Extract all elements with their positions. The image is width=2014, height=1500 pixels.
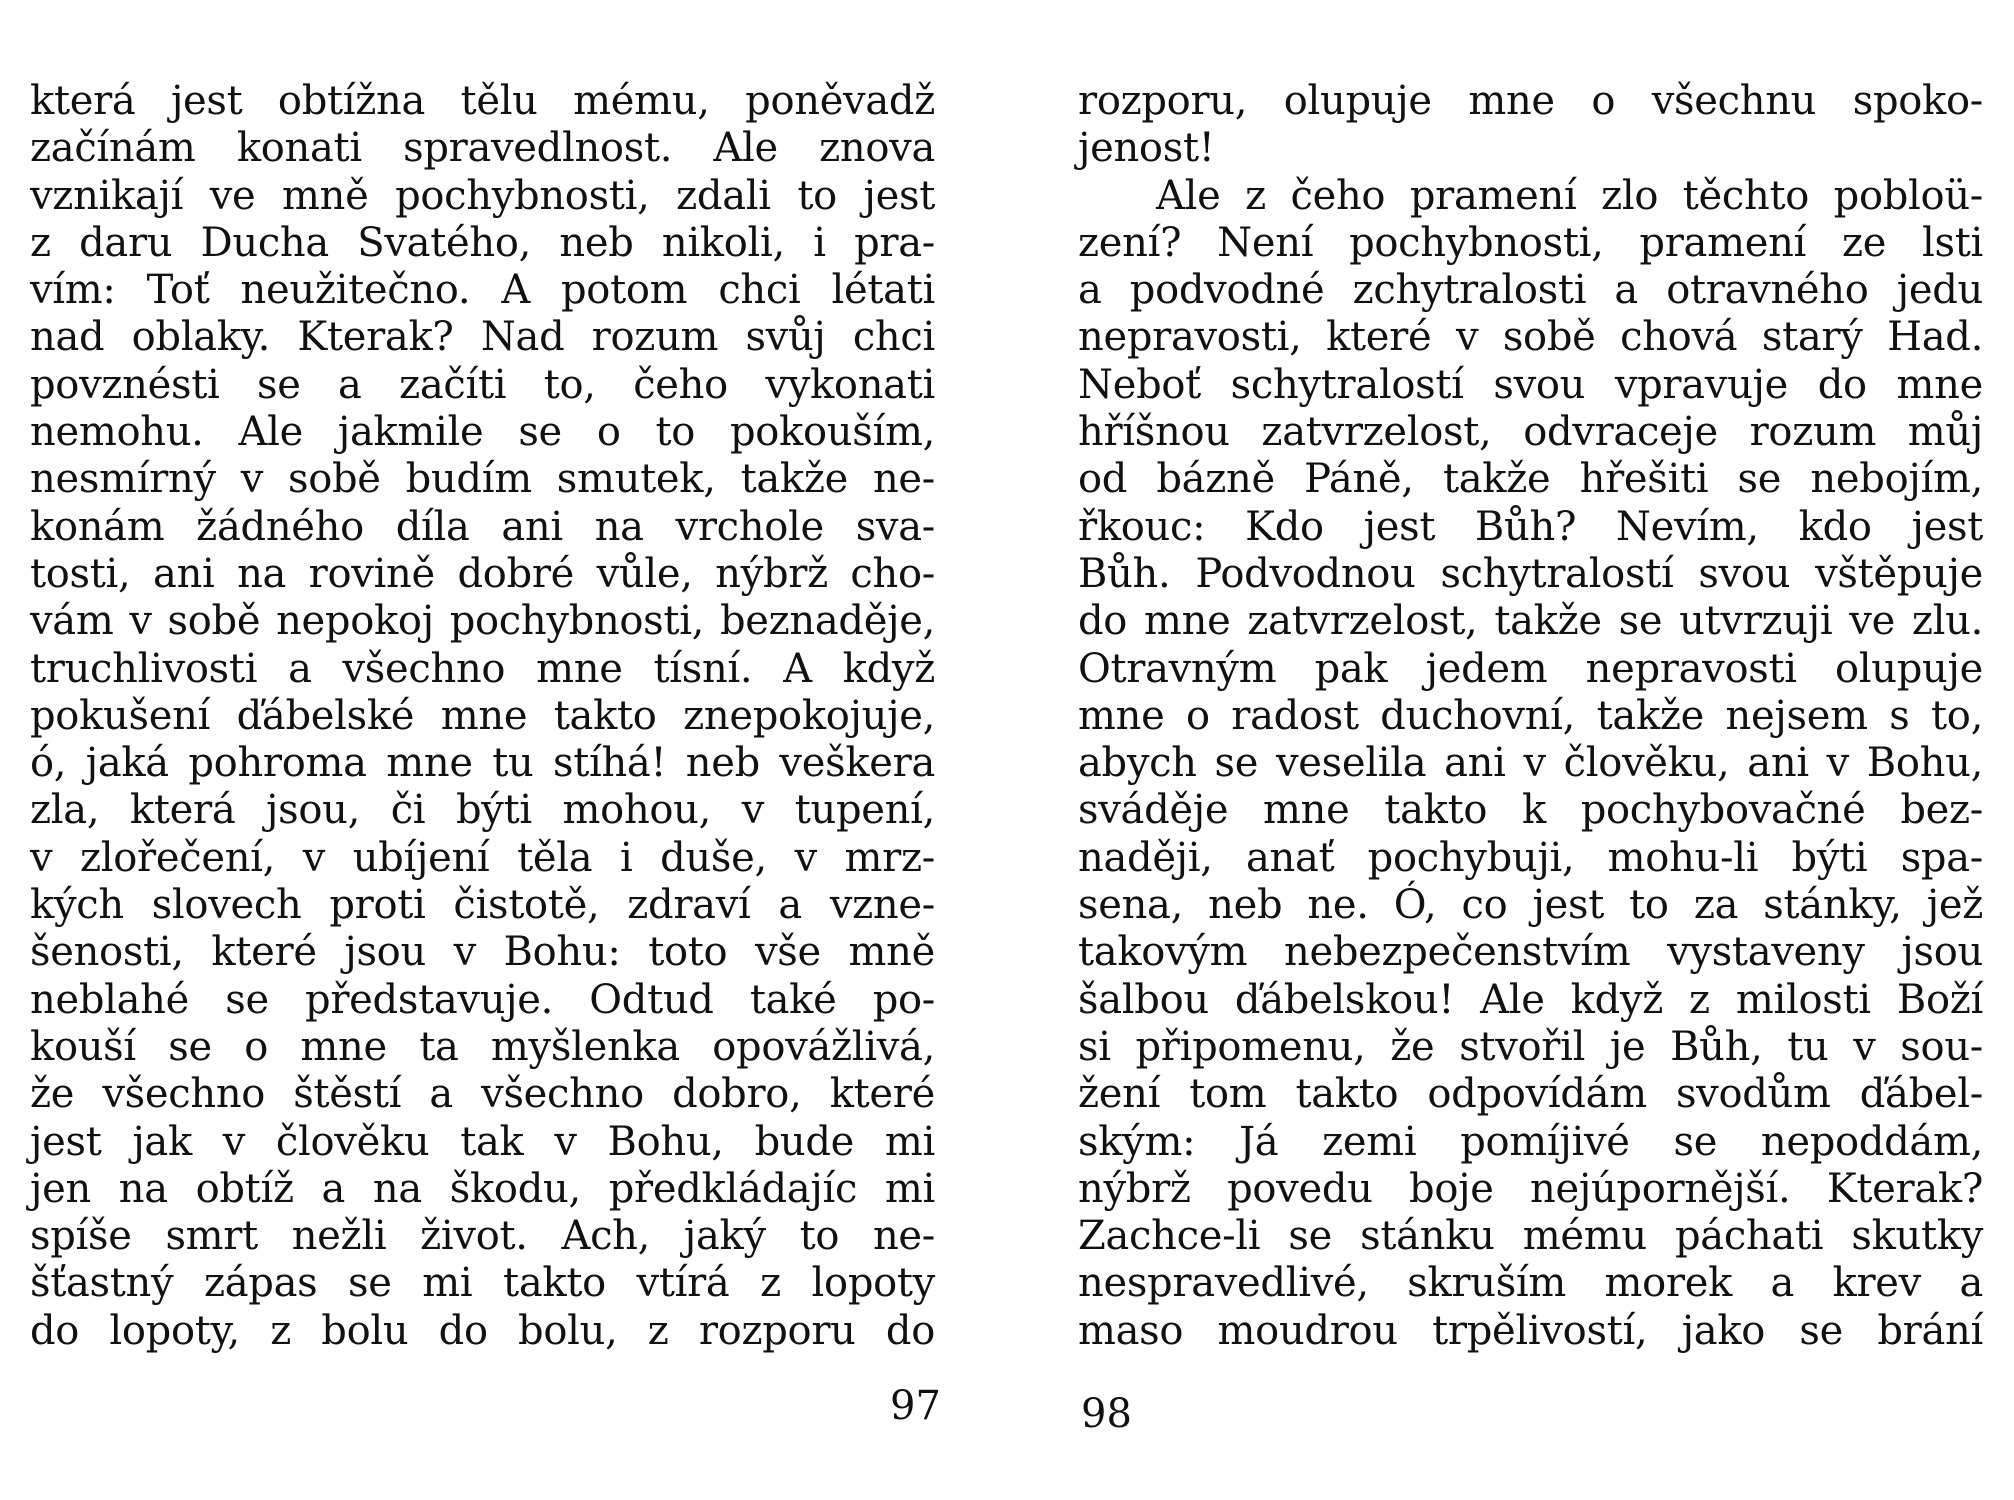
text-line: jen na obtíž a na škodu, předkládajíc mi bbox=[30, 1165, 935, 1212]
text-line: v zlořečení, v ubíjení těla i duše, v mrz- bbox=[30, 834, 935, 881]
text-line: zla, která jsou, či býti mohou, v tupení, bbox=[30, 787, 935, 834]
text-line: z daru Ducha Svatého, neb nikoli, i pra- bbox=[30, 219, 935, 266]
text-line: povznésti se a začíti to, čeho vykonati bbox=[30, 361, 935, 408]
text-line: řkouc: Kdo jest Bůh? Nevím, kdo jest bbox=[1078, 503, 1983, 550]
text-line: neblahé se představuje. Odtud také po- bbox=[30, 976, 935, 1023]
text-line: hříšnou zatvrzelost, odvraceje rozum můj bbox=[1078, 409, 1983, 456]
text-line: kých slovech proti čistotě, zdraví a vzne- bbox=[30, 882, 935, 929]
text-line: nemohu. Ale jakmile se o to pokouším, bbox=[30, 409, 935, 456]
text-line: a podvodné zchytralosti a otravného jedu bbox=[1078, 267, 1983, 314]
text-line: nepravosti, které v sobě chová starý Had. bbox=[1078, 314, 1983, 361]
text-line: jest jak v člověku tak v Bohu, bude mi bbox=[30, 1118, 935, 1165]
text-line: do mne zatvrzelost, takže se utvrzuji ve zlu. bbox=[1078, 598, 1983, 645]
text-line: Neboť schytralostí svou vpravuje do mne bbox=[1078, 361, 1983, 408]
page-number-right: 98 bbox=[1081, 1391, 1132, 1437]
text-line: vím: Toť neužitečno. A potom chci létati bbox=[30, 267, 935, 314]
paragraph-start-line: Ale z čeho pramení zlo těchto pobloü- bbox=[1156, 172, 1983, 219]
text-line: pokušení ďábelské mne takto znepokojuje, bbox=[30, 692, 935, 739]
text-line: ským: Já zemi pomíjivé se nepoddám, bbox=[1078, 1118, 1983, 1165]
text-line: do lopoty, z bolu do bolu, z rozporu do bbox=[30, 1307, 935, 1354]
text-line: naději, anať pochybuji, mohu-li býti spa- bbox=[1078, 834, 1983, 881]
text-line: rozporu, olupuje mne o všechnu spoko- bbox=[1078, 78, 1983, 124]
text-line: která jest obtížna tělu mému, poněvadž bbox=[30, 78, 935, 124]
text-line: od bázně Páně, takže hřešiti se nebojím, bbox=[1078, 456, 1983, 503]
text-line: spíše smrt nežli život. Ach, jaký to ne- bbox=[30, 1213, 935, 1260]
text-line: šenosti, které jsou v Bohu: toto vše mně bbox=[30, 929, 935, 976]
text-line: konám žádného díla ani na vrcholе sva- bbox=[30, 503, 935, 550]
text-line: abych se veselila ani v člověku, ani v Bohu, bbox=[1078, 740, 1983, 787]
text-line: ó, jaká pohroma mne tu stíhá! neb veškera bbox=[30, 740, 935, 787]
text-line: vznikají ve mně pochybnosti, zdali to jest bbox=[30, 172, 935, 219]
text-line: že všechno štěstí a všechno dobro, které bbox=[30, 1071, 935, 1118]
text-line: vám v sobě nepokoj pochybnosti, beznaděje, bbox=[30, 598, 935, 645]
text-line: nýbrž povedu boje nejúpornější. Kterak? bbox=[1078, 1165, 1983, 1212]
text-line: takovým nebezpečenstvím vystaveny jsou bbox=[1078, 929, 1983, 976]
text-line: sváděje mne takto k pochybovačné bez- bbox=[1078, 787, 1983, 834]
page-number-left: 97 bbox=[890, 1383, 941, 1429]
text-line: nad oblaky. Kterak? Nad rozum svůj chci bbox=[30, 314, 935, 361]
text-line: šťastný zápas se mi takto vtírá z lopoty bbox=[30, 1260, 935, 1307]
left-page bbox=[30, 78, 935, 1355]
text-line: kouší se o mne ta myšlenka opovážlivá, bbox=[30, 1023, 935, 1070]
text-line: začínám konati spravedlnost. Ale znova bbox=[30, 125, 935, 172]
text-line: mne o radost duchovní, takže nejsem s to, bbox=[1078, 692, 1983, 739]
text-line: nesmírný v sobě budím smutek, takže ne- bbox=[30, 456, 935, 503]
text-line: žení tom takto odpovídám svodům ďábel- bbox=[1078, 1071, 1983, 1118]
text-line: jenost! bbox=[1078, 125, 1215, 172]
text-line: Zachce-li se stánku mému páchati skutky bbox=[1078, 1213, 1983, 1260]
text-line: si připomenu, že stvořil je Bůh, tu v sou- bbox=[1078, 1023, 1983, 1070]
text-line: truchlivosti a všechno mne tísní. A když bbox=[30, 645, 935, 692]
text-line: Otravným pak jedem nepravosti olupuje bbox=[1078, 645, 1983, 692]
text-line: šalbou ďábelskou! Ale když z milosti Boží bbox=[1078, 976, 1983, 1023]
text-line: maso moudrou trpělivostí, jako se brání bbox=[1078, 1307, 1983, 1354]
text-line: sena, neb ne. Ó, co jest to za stánky, jež bbox=[1078, 882, 1983, 929]
right-page bbox=[1078, 78, 1983, 1355]
text-line: nespravedlivé, skruším morek a krev a bbox=[1078, 1260, 1983, 1307]
text-line: zení? Není pochybnosti, pramení ze lsti bbox=[1078, 219, 1983, 266]
text-line: Bůh. Podvodnou schytralostí svou vštěpuje bbox=[1078, 550, 1983, 597]
text-line: tosti, ani na rovině dobré vůle, nýbrž cho- bbox=[30, 550, 935, 597]
